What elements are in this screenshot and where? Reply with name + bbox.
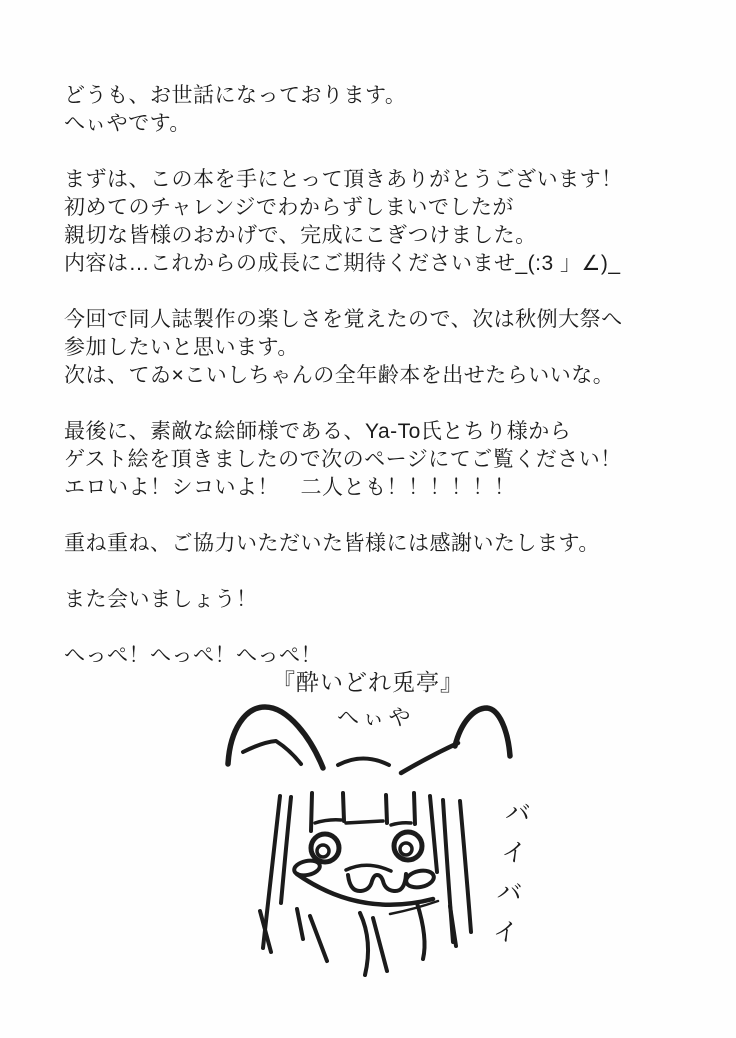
letter-line: 最後に、素敵な絵師様である、Ya-To氏とちり様から: [64, 420, 572, 443]
rabbit-ears: [228, 707, 510, 773]
letter-paragraph: [64, 82, 704, 138]
letter-line: どうも、お世話になっております。: [64, 84, 407, 107]
byebye-text: バイバイ: [486, 796, 533, 960]
letter-line: へぃやです。: [64, 112, 191, 135]
letter-line: ゲスト絵を頂きましたので次のページにてご覧ください！: [64, 448, 622, 471]
letter-paragraph: [64, 166, 704, 278]
letter-paragraph: [64, 530, 704, 558]
letter-line: 初めてのチャレンジでわからずしまいでしたが: [64, 196, 514, 219]
letter-paragraph: [64, 418, 704, 502]
letter-line: 親切な皆様のおかげで、完成にこぎつけました。: [64, 224, 537, 247]
letter-line: また会いましょう！: [64, 588, 258, 611]
afterword-letter: [64, 82, 704, 698]
letter-line: 次は、てゐ×こいしちゃんの全年齢本を出せたらいいな。: [64, 364, 615, 387]
letter-paragraph: [64, 586, 704, 614]
circle-name: 『酔いどれ兎亭』: [272, 669, 464, 695]
letter-paragraph: [64, 306, 704, 390]
letter-line: 参加したいと思います。: [64, 336, 299, 359]
letter-line: 今回で同人誌製作の楽しさを覚えたので、次は秋例大祭へ: [64, 308, 623, 331]
letter-line: 内容は…これからの成長にご期待くださいませ_(:3 」∠)_: [64, 252, 621, 275]
rabbit-head-top: [338, 759, 389, 766]
letter-line: エロいよ！シコいよ！ 二人とも！！！！！！: [64, 476, 516, 499]
letter-line: まずは、この本を手にとって頂きありがとうございます！: [64, 168, 623, 191]
letter-line: へっぺ！へっぺ！へっぺ！: [64, 644, 322, 667]
rabbit-doodle-icon: [215, 698, 515, 1008]
letter-line: 重ね重ね、ご協力いただいた皆様には感謝いたします。: [64, 532, 600, 555]
rabbit-body-sketch: [260, 903, 456, 975]
author-name: へぃや: [337, 705, 415, 730]
